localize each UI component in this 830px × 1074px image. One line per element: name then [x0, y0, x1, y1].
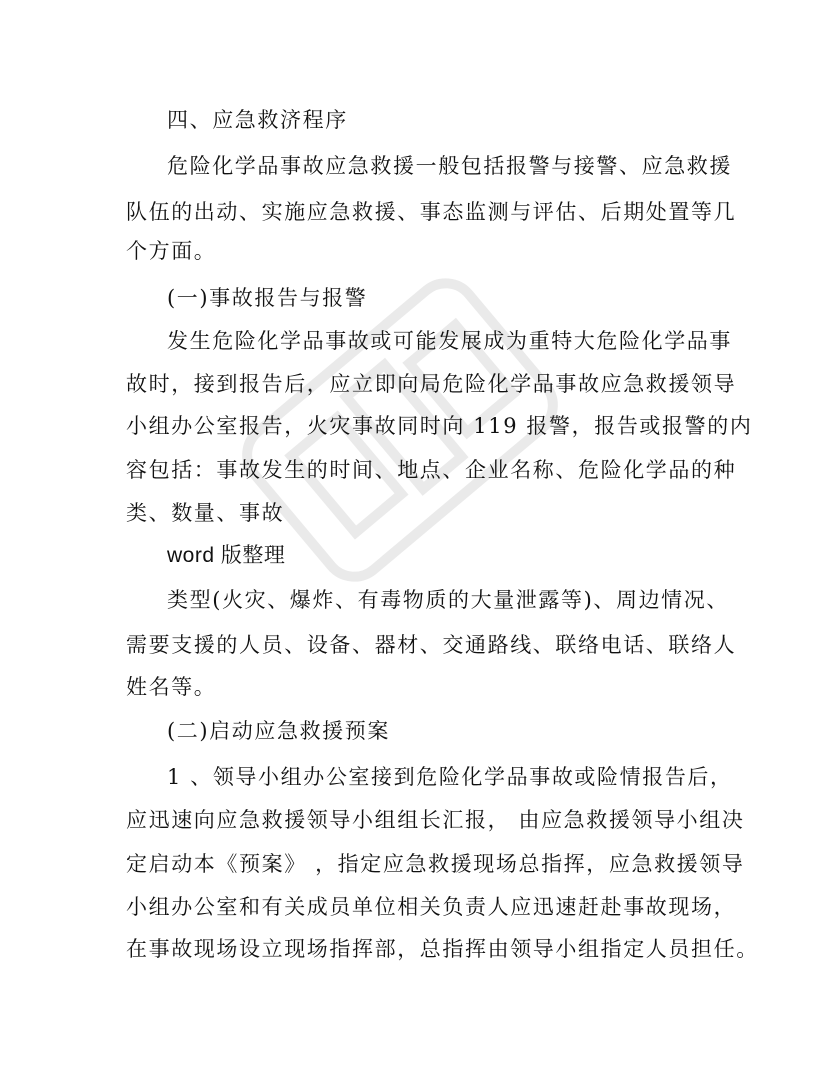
paragraph-line: 应迅速向应急救援领导小组组长汇报， 由应急救援领导小组决	[126, 808, 745, 832]
paragraph-line: 危险化学品事故应急救援一般包括报警与接警、应急救援	[167, 154, 732, 178]
paragraph-line: 在事故现场设立现场指挥部，总指挥由领导小组指定人员担任。	[126, 937, 759, 961]
paragraph-line: 队伍的出动、实施应急救援、事态监测与评估、后期处置等几	[126, 200, 737, 224]
paragraph-line: 1 、领导小组办公室接到危险化学品事故或险情报告后，	[167, 765, 733, 789]
subsection-heading-report: (一)事故报告与报警	[167, 286, 368, 310]
paragraph-line: 定启动本《预案》 ，指定应急救援现场总指挥，应急救援领导	[126, 852, 745, 876]
paragraph-line: 类、数量、事故	[126, 501, 285, 525]
section-heading-procedure: 四、应急救济程序	[167, 108, 348, 132]
page-footer-note: word 版整理	[167, 544, 286, 567]
paragraph-line: 发生危险化学品事故或可能发展成为重特大危险化学品事	[167, 329, 732, 353]
paragraph-line: 小组办公室报告，火灾事故同时向 119 报警，报告或报警的内	[126, 414, 753, 438]
paragraph-line: 容包括：事故发生的时间、地点、企业名称、危险化学品的种	[126, 458, 737, 482]
paragraph-line: 故时，接到报告后，应立即向局危险化学品事故应急救援领导	[126, 372, 737, 396]
paragraph-line: 个方面。	[126, 239, 217, 263]
paragraph-line: 姓名等。	[126, 675, 217, 699]
paragraph-line: 需要支援的人员、设备、器材、交通路线、联络电话、联络人	[126, 633, 737, 657]
paragraph-line: 小组办公室和有关成员单位相关负责人应迅速赶赴事故现场，	[126, 895, 737, 919]
paragraph-line: 类型(火灾、爆炸、有毒物质的大量泄露等)、周边情况、	[167, 588, 729, 612]
subsection-heading-plan: (二)启动应急救援预案	[167, 719, 390, 743]
